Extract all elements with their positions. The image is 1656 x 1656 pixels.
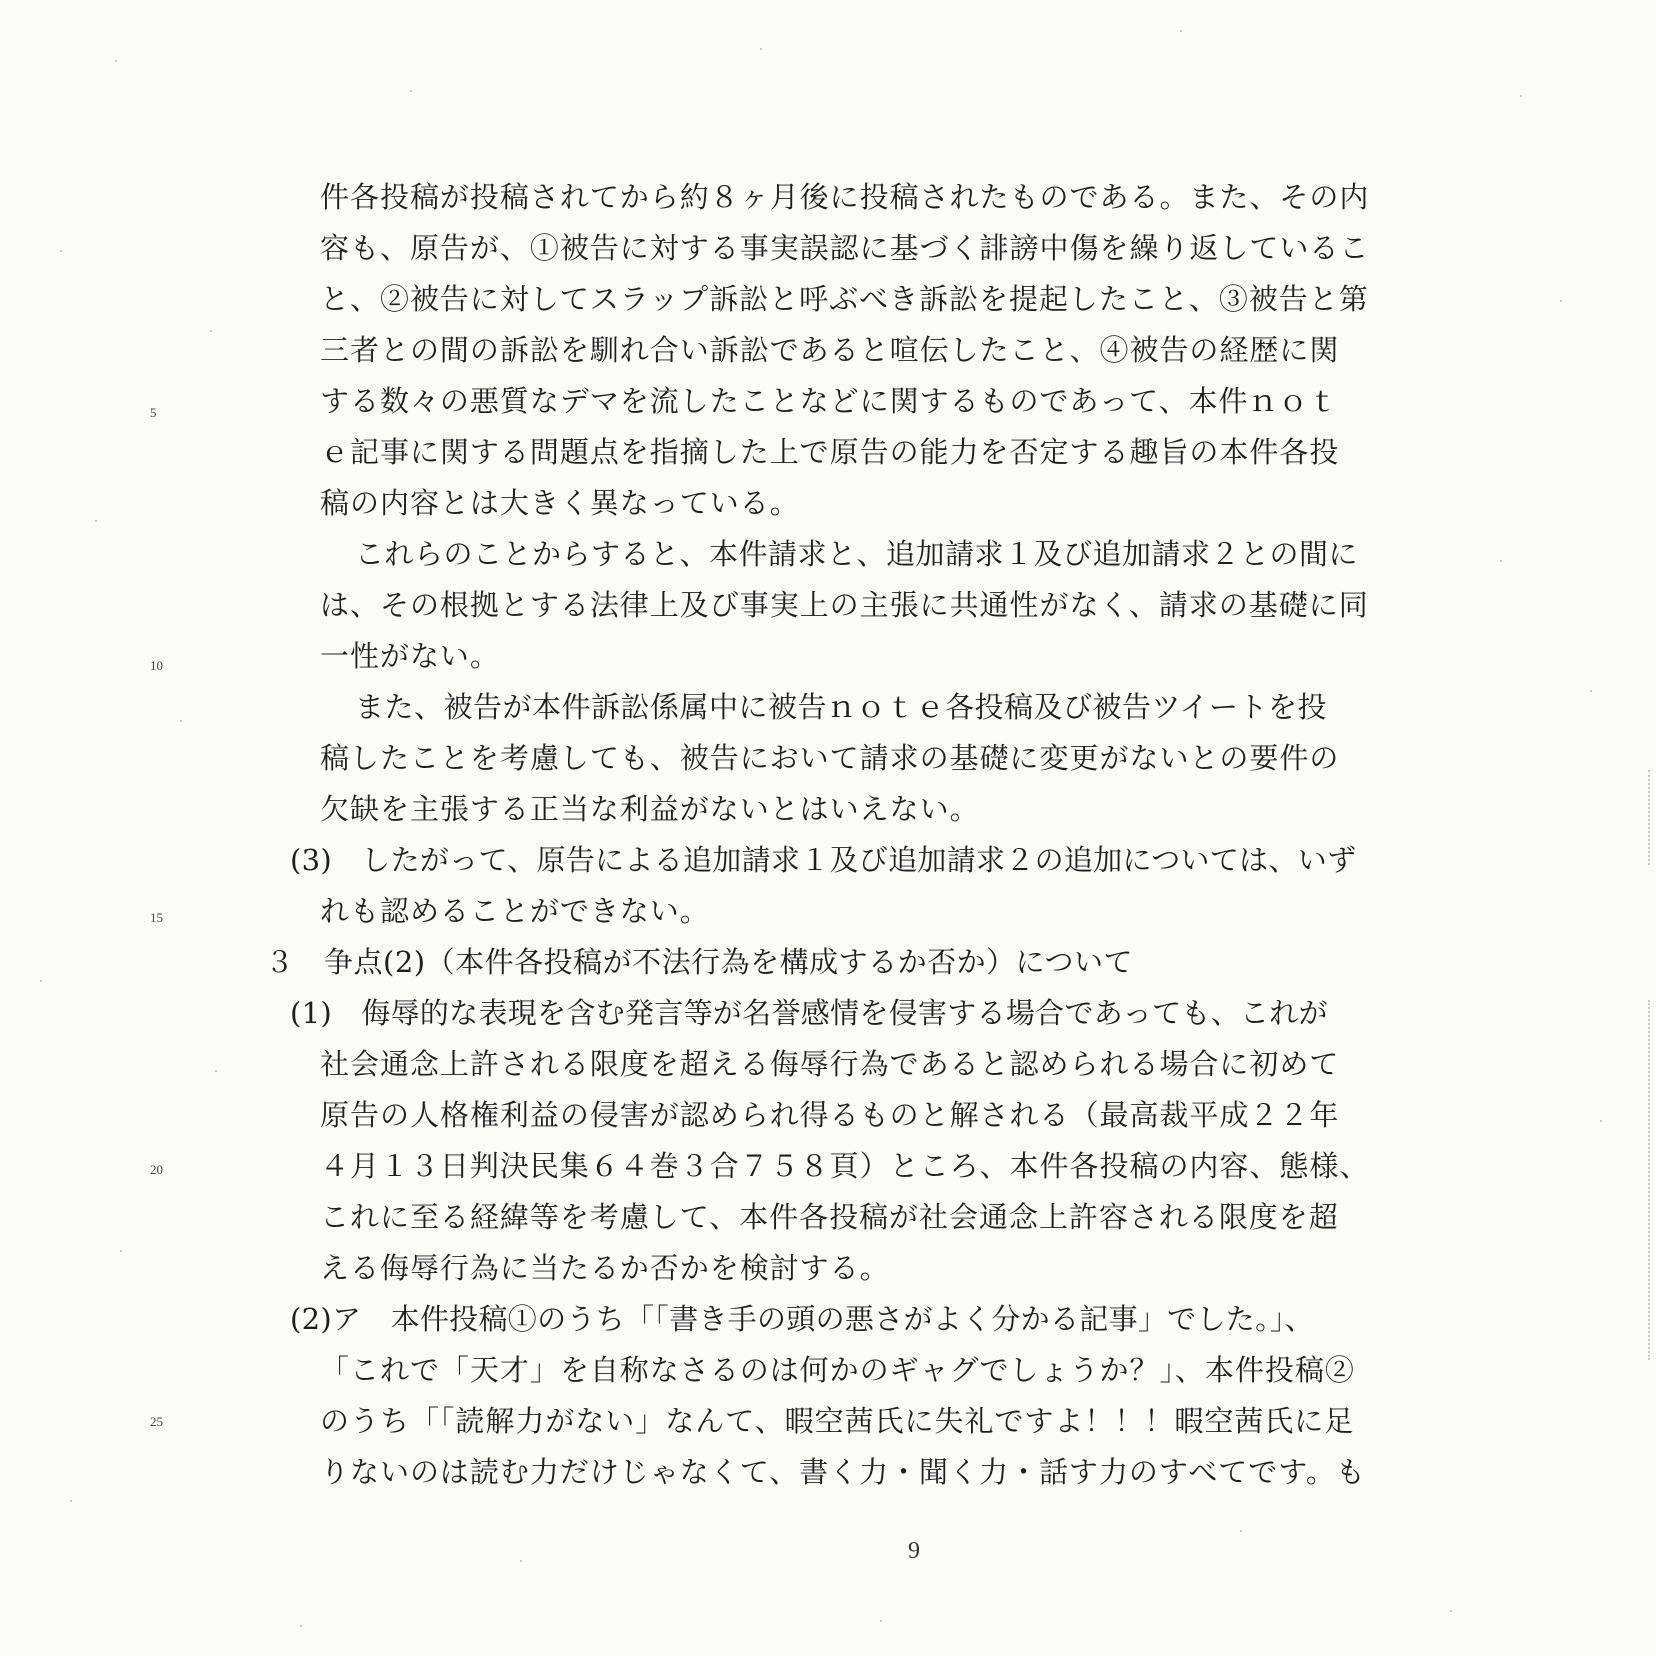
text-line: のうち「「読解力がない」なんて、暇空茜氏に失礼ですよ！！！暇空茜氏に足: [320, 1404, 1355, 1438]
text-line: (2)ア 本件投稿①のうち「「書き手の頭の悪さがよく分かる記事」でした。」、: [290, 1302, 1314, 1336]
text-line: れも認めることができない。: [320, 894, 710, 928]
scan-edge-mark: [1648, 1000, 1654, 1360]
text-line: ｅ記事に関する問題点を指摘した上で原告の能力を否定する趣旨の本件各投: [320, 435, 1340, 469]
margin-line-number: 15: [150, 910, 163, 925]
text-line: ４月１３日判決民集６４巻３合７５８頁）ところ、本件各投稿の内容、態様、: [320, 1149, 1370, 1183]
text-line: 容も、原告が、①被告に対する事実誤認に基づく誹謗中傷を繰り返しているこ: [320, 231, 1370, 265]
text-line: 社会通念上許される限度を超える侮辱行為であると認められる場合に初めて: [320, 1047, 1340, 1081]
text-line: は、その根拠とする法律上及び事実上の主張に共通性がなく、請求の基礎に同: [320, 588, 1369, 622]
text-line: 「これで「天才」を自称なさるのは何かのギャグでしょうか？」、本件投稿②: [320, 1353, 1355, 1387]
text-line: (1) 侮辱的な表現を含む発言等が名誉感情を侵害する場合であっても、これが: [290, 996, 1328, 1030]
text-line: (3) したがって、原告による追加請求１及び追加請求２の追加については、いず: [290, 843, 1357, 877]
text-line: する数々の悪質なデマを流したことなどに関するものであって、本件ｎｏｔ: [320, 384, 1339, 418]
margin-line-number: 25: [150, 1414, 163, 1429]
text-line: 稿の内容とは大きく異なっている。: [320, 486, 800, 520]
text-line: える侮辱行為に当たるか否かを検討する。: [320, 1251, 890, 1285]
text-line: これに至る経緯等を考慮して、本件各投稿が社会通念上許容される限度を超: [320, 1200, 1339, 1234]
page-number: 9: [908, 1538, 920, 1564]
text-line: これらのことからすると、本件請求と、追加請求１及び追加請求２との間に: [355, 537, 1359, 571]
text-line: と、②被告に対してスラップ訴訟と呼ぶべき訴訟を提起したこと、③被告と第: [320, 282, 1369, 316]
text-line: 三者との間の訴訟を馴れ合い訴訟であると喧伝したこと、④被告の経歴に関: [320, 333, 1340, 367]
text-line: また、被告が本件訴訟係属中に被告ｎｏｔｅ各投稿及び被告ツイートを投: [355, 690, 1328, 724]
margin-line-number: 20: [150, 1162, 163, 1177]
text-line: 欠缺を主張する正当な利益がないとはいえない。: [320, 792, 980, 826]
margin-line-number: 5: [150, 405, 157, 420]
text-line: 稿したことを考慮しても、被告において請求の基礎に変更がないとの要件の: [320, 741, 1340, 775]
section-heading: ３ 争点(2)（本件各投稿が不法行為を構成するか否か）について: [265, 945, 1133, 979]
text-line: りないのは読む力だけじゃなくて、書く力・聞く力・話す力のすべてです。も: [320, 1455, 1366, 1489]
scan-edge-mark: [1648, 770, 1654, 865]
text-line: 原告の人格権利益の侵害が認められ得るものと解される（最高裁平成２２年: [320, 1098, 1340, 1132]
text-line: 一性がない。: [320, 639, 500, 673]
text-line: 件各投稿が投稿されてから約８ヶ月後に投稿されたものである。また、その内: [320, 180, 1370, 214]
margin-line-number: 10: [150, 658, 163, 673]
